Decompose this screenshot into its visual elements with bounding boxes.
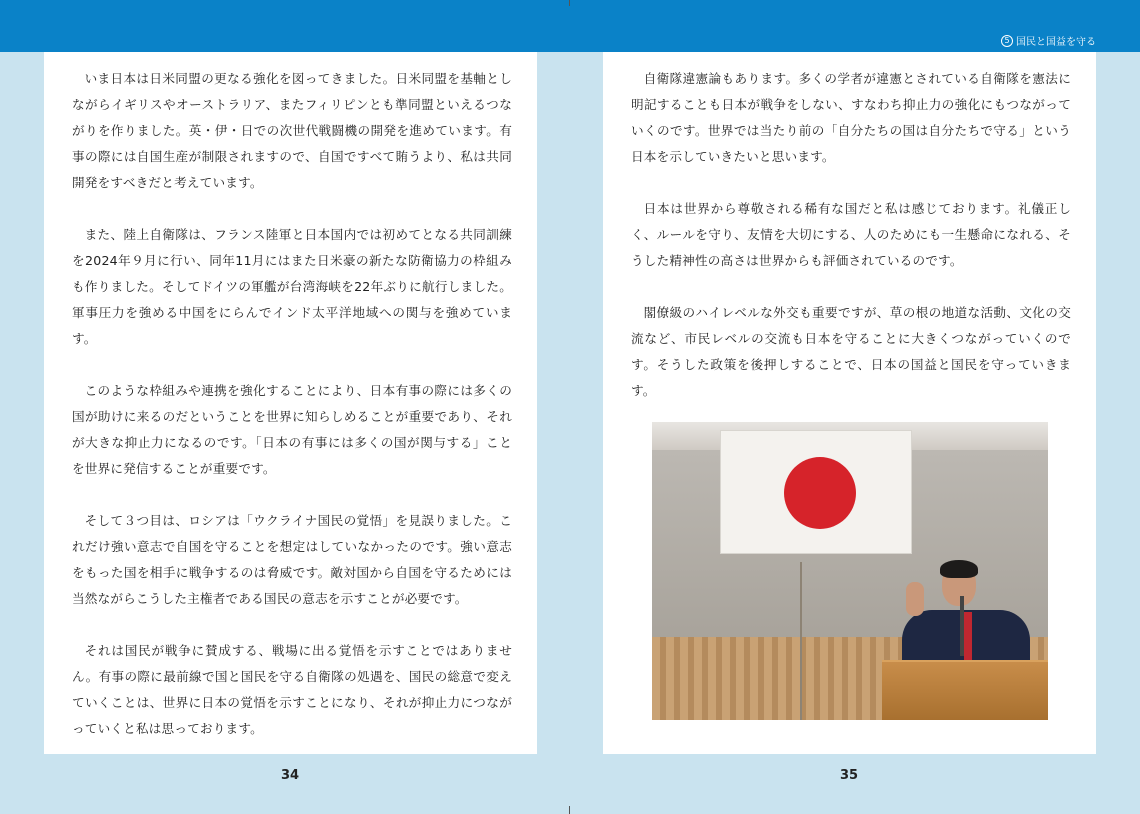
gutter-mark-top bbox=[569, 0, 570, 6]
top-banner bbox=[0, 0, 1140, 52]
paragraph: また、陸上自衛隊は、フランス陸軍と日本国内では初めてとなる共同訓練を2024年９月に行い、同年11月にはまた日米豪の新たな防衛協力の枠組みも作りました。そしてドイツの軍艦が台湾海峡を22年ぶりに航行しました。軍事圧力を強める中国をにらんでインド太平洋地域への関与を強めています。 bbox=[72, 227, 512, 346]
paragraph: このような枠組みや連携を強化することにより、日本有事の際には多くの国が助けに来るのだということを世界に知らしめることが重要であり、それが大きな抑止力になるのです。「日本の有事には多くの国が関与する」ことを世界に発信することが重要です。 bbox=[72, 383, 512, 476]
section-number-badge: 5 bbox=[1001, 35, 1013, 47]
paragraph: 閣僚級のハイレベルな外交も重要ですが、草の根の地道な活動、文化の交流など、市民レベルの交流も日本を守ることに大きくつながっていくのです。そうした政策を後押しすることで、日本の国益と国民を守っていきます。 bbox=[631, 305, 1071, 398]
japanese-flag bbox=[720, 430, 912, 554]
right-page bbox=[603, 52, 1096, 754]
flag-cord bbox=[800, 562, 802, 720]
paragraph: そして３つ目は、ロシアは「ウクライナ国民の覚悟」を見誤りました。これだけ強い意志で自国を守ることを想定はしていなかったのです。強い意志をもった国を相手に戦争するのは脅威です。敵対国から自国を守るためには当然ながらこうした主権者である国民の意志を示すことが必要です。 bbox=[72, 513, 512, 606]
flag-sun-disc bbox=[784, 457, 856, 529]
page-number-right: 35 bbox=[839, 768, 859, 783]
section-title: 国民と国益を守る bbox=[1016, 37, 1096, 48]
paragraph: いま日本は日米同盟の更なる強化を図ってきました。日米同盟を基軸としながらイギリスやオーストラリア、またフィリピンとも準同盟といえるつながりを作りました。英・伊・日での次世代戦闘機の開発を進めています。有事の際には自国生産が制限されますので、自国ですべて賄うより、私は共同開発をすべきだと考えています。 bbox=[72, 71, 512, 190]
speaker-hair bbox=[940, 560, 978, 578]
left-page bbox=[44, 52, 537, 754]
section-header bbox=[1001, 33, 1096, 48]
speech-photo bbox=[652, 422, 1048, 720]
paragraph: 日本は世界から尊敬される稀有な国だと私は感じております。礼儀正しく、ルールを守り、友情を大切にする、人のためにも一生懸命になれる、そうした精神性の高さは世界からも評価されているのです。 bbox=[631, 201, 1071, 268]
microphone-icon bbox=[960, 596, 964, 656]
paragraph: それは国民が戦争に賛成する、戦場に出る覚悟を示すことではありません。有事の際に最前線で国と国民を守る自衛隊の処遇を、国民の総意で変えていくことは、世界に日本の覚悟を示すことになり、それが抑止力につながっていくと私は思っております。 bbox=[72, 643, 512, 736]
podium bbox=[882, 662, 1048, 720]
page-number-left: 34 bbox=[280, 768, 300, 783]
paragraph: 自衛隊違憲論もあります。多くの学者が違憲とされている自衛隊を憲法に明記することも日本が戦争をしない、すなわち抑止力の強化にもつながっていくのです。世界では当たり前の「自分たちの国は自分たちで守る」という日本を示していきたいと思います。 bbox=[631, 71, 1071, 164]
speaker-raised-hand bbox=[906, 582, 924, 616]
speaker-tie bbox=[964, 612, 972, 662]
gutter-mark-bottom bbox=[569, 806, 570, 814]
